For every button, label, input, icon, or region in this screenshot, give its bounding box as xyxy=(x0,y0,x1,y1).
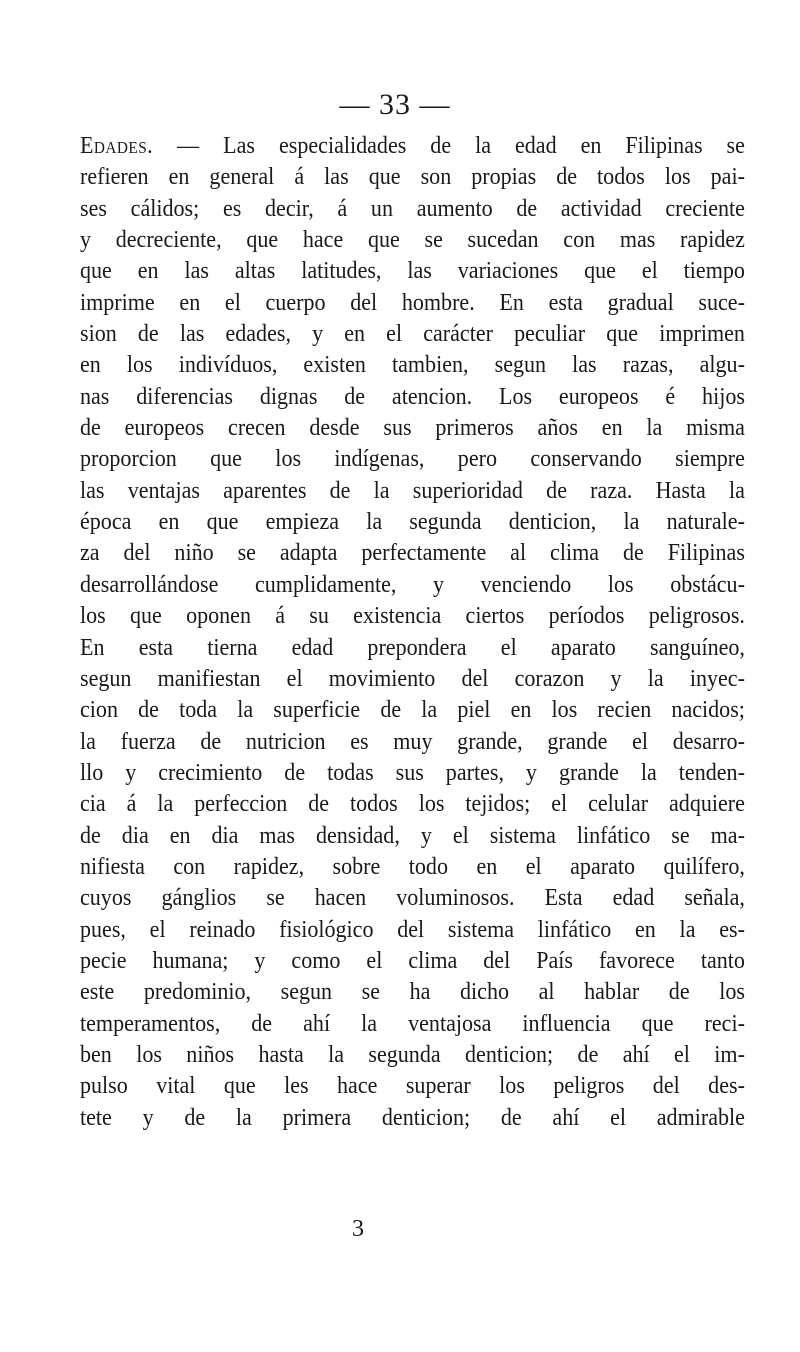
text-line: los que oponen á su existencia ciertos períodos peligrosos. xyxy=(80,602,745,630)
text-line: ben los niños hasta la segunda denticion; de ahí el im- xyxy=(80,1040,745,1068)
text-line: cuyos gánglios se hacen voluminosos. Esta edad señala, xyxy=(80,884,745,912)
text-line: nifiesta con rapidez, sobre todo en el aparato quilífero, xyxy=(80,852,745,880)
text-line: que en las altas latitudes, las variaciones que el tiempo xyxy=(80,257,745,285)
text-line-remainder: — Las especialidades de la edad en Filipinas se xyxy=(153,132,745,159)
text-line: llo y crecimiento de todas sus partes, y grande la tenden- xyxy=(80,758,745,786)
text-line: cion de toda la superficie de la piel en los recien nacidos; xyxy=(80,696,745,724)
text-line: sion de las edades, y en el carácter peculiar que imprimen xyxy=(80,320,745,348)
text-line: imprime en el cuerpo del hombre. En esta gradual suce- xyxy=(80,288,745,316)
text-line: las ventajas aparentes de la superioridad de raza. Hasta la xyxy=(80,476,745,504)
printer-signature-mark: 3 xyxy=(352,1216,364,1242)
text-line: pues, el reinado fisiológico del sistema linfático en la es- xyxy=(80,915,745,943)
body-text xyxy=(80,130,745,1133)
section-heading-word: Edades. xyxy=(80,132,154,159)
text-line: temperamentos, de ahí la ventajosa influencia que reci- xyxy=(80,1009,745,1037)
text-line: cia á la perfeccion de todos los tejidos; el celular adquiere xyxy=(80,790,745,818)
text-line: en los indivíduos, existen tambien, segun las razas, algu- xyxy=(80,351,745,379)
text-line: ses cálidos; es decir, á un aumento de actividad creciente xyxy=(80,194,745,222)
text-line: pecie humana; y como el clima del País favorece tanto xyxy=(80,946,745,974)
text-line xyxy=(80,130,745,161)
text-line: de europeos crecen desde sus primeros años en la misma xyxy=(80,414,745,442)
text-line: de dia en dia mas densidad, y el sistema linfático se ma- xyxy=(80,821,745,849)
page-number: — 33 — xyxy=(339,88,451,121)
text-line: y decreciente, que hace que se sucedan con mas rapidez xyxy=(80,226,745,254)
text-line: desarrollándose cumplidamente, y venciendo los obstácu- xyxy=(80,570,745,598)
text-line: tete y de la primera denticion; de ahí el admirable xyxy=(80,1103,745,1131)
text-line: la fuerza de nutricion es muy grande, grande el desarro- xyxy=(80,727,745,755)
text-line: este predominio, segun se ha dicho al hablar de los xyxy=(80,978,745,1006)
text-line: proporcion que los indígenas, pero conservando siempre xyxy=(80,445,745,473)
text-line: En esta tierna edad prepondera el aparato sanguíneo, xyxy=(80,633,745,661)
text-line: época en que empieza la segunda denticion, la naturale- xyxy=(80,508,745,536)
text-line: refieren en general á las que son propias de todos los pai- xyxy=(80,163,745,191)
text-line: segun manifiestan el movimiento del corazon y la inyec- xyxy=(80,664,745,692)
text-line: pulso vital que les hace superar los peligros del des- xyxy=(80,1072,745,1100)
text-line: za del niño se adapta perfectamente al clima de Filipinas xyxy=(80,539,745,567)
text-line: nas diferencias dignas de atencion. Los europeos é hijos xyxy=(80,382,745,410)
